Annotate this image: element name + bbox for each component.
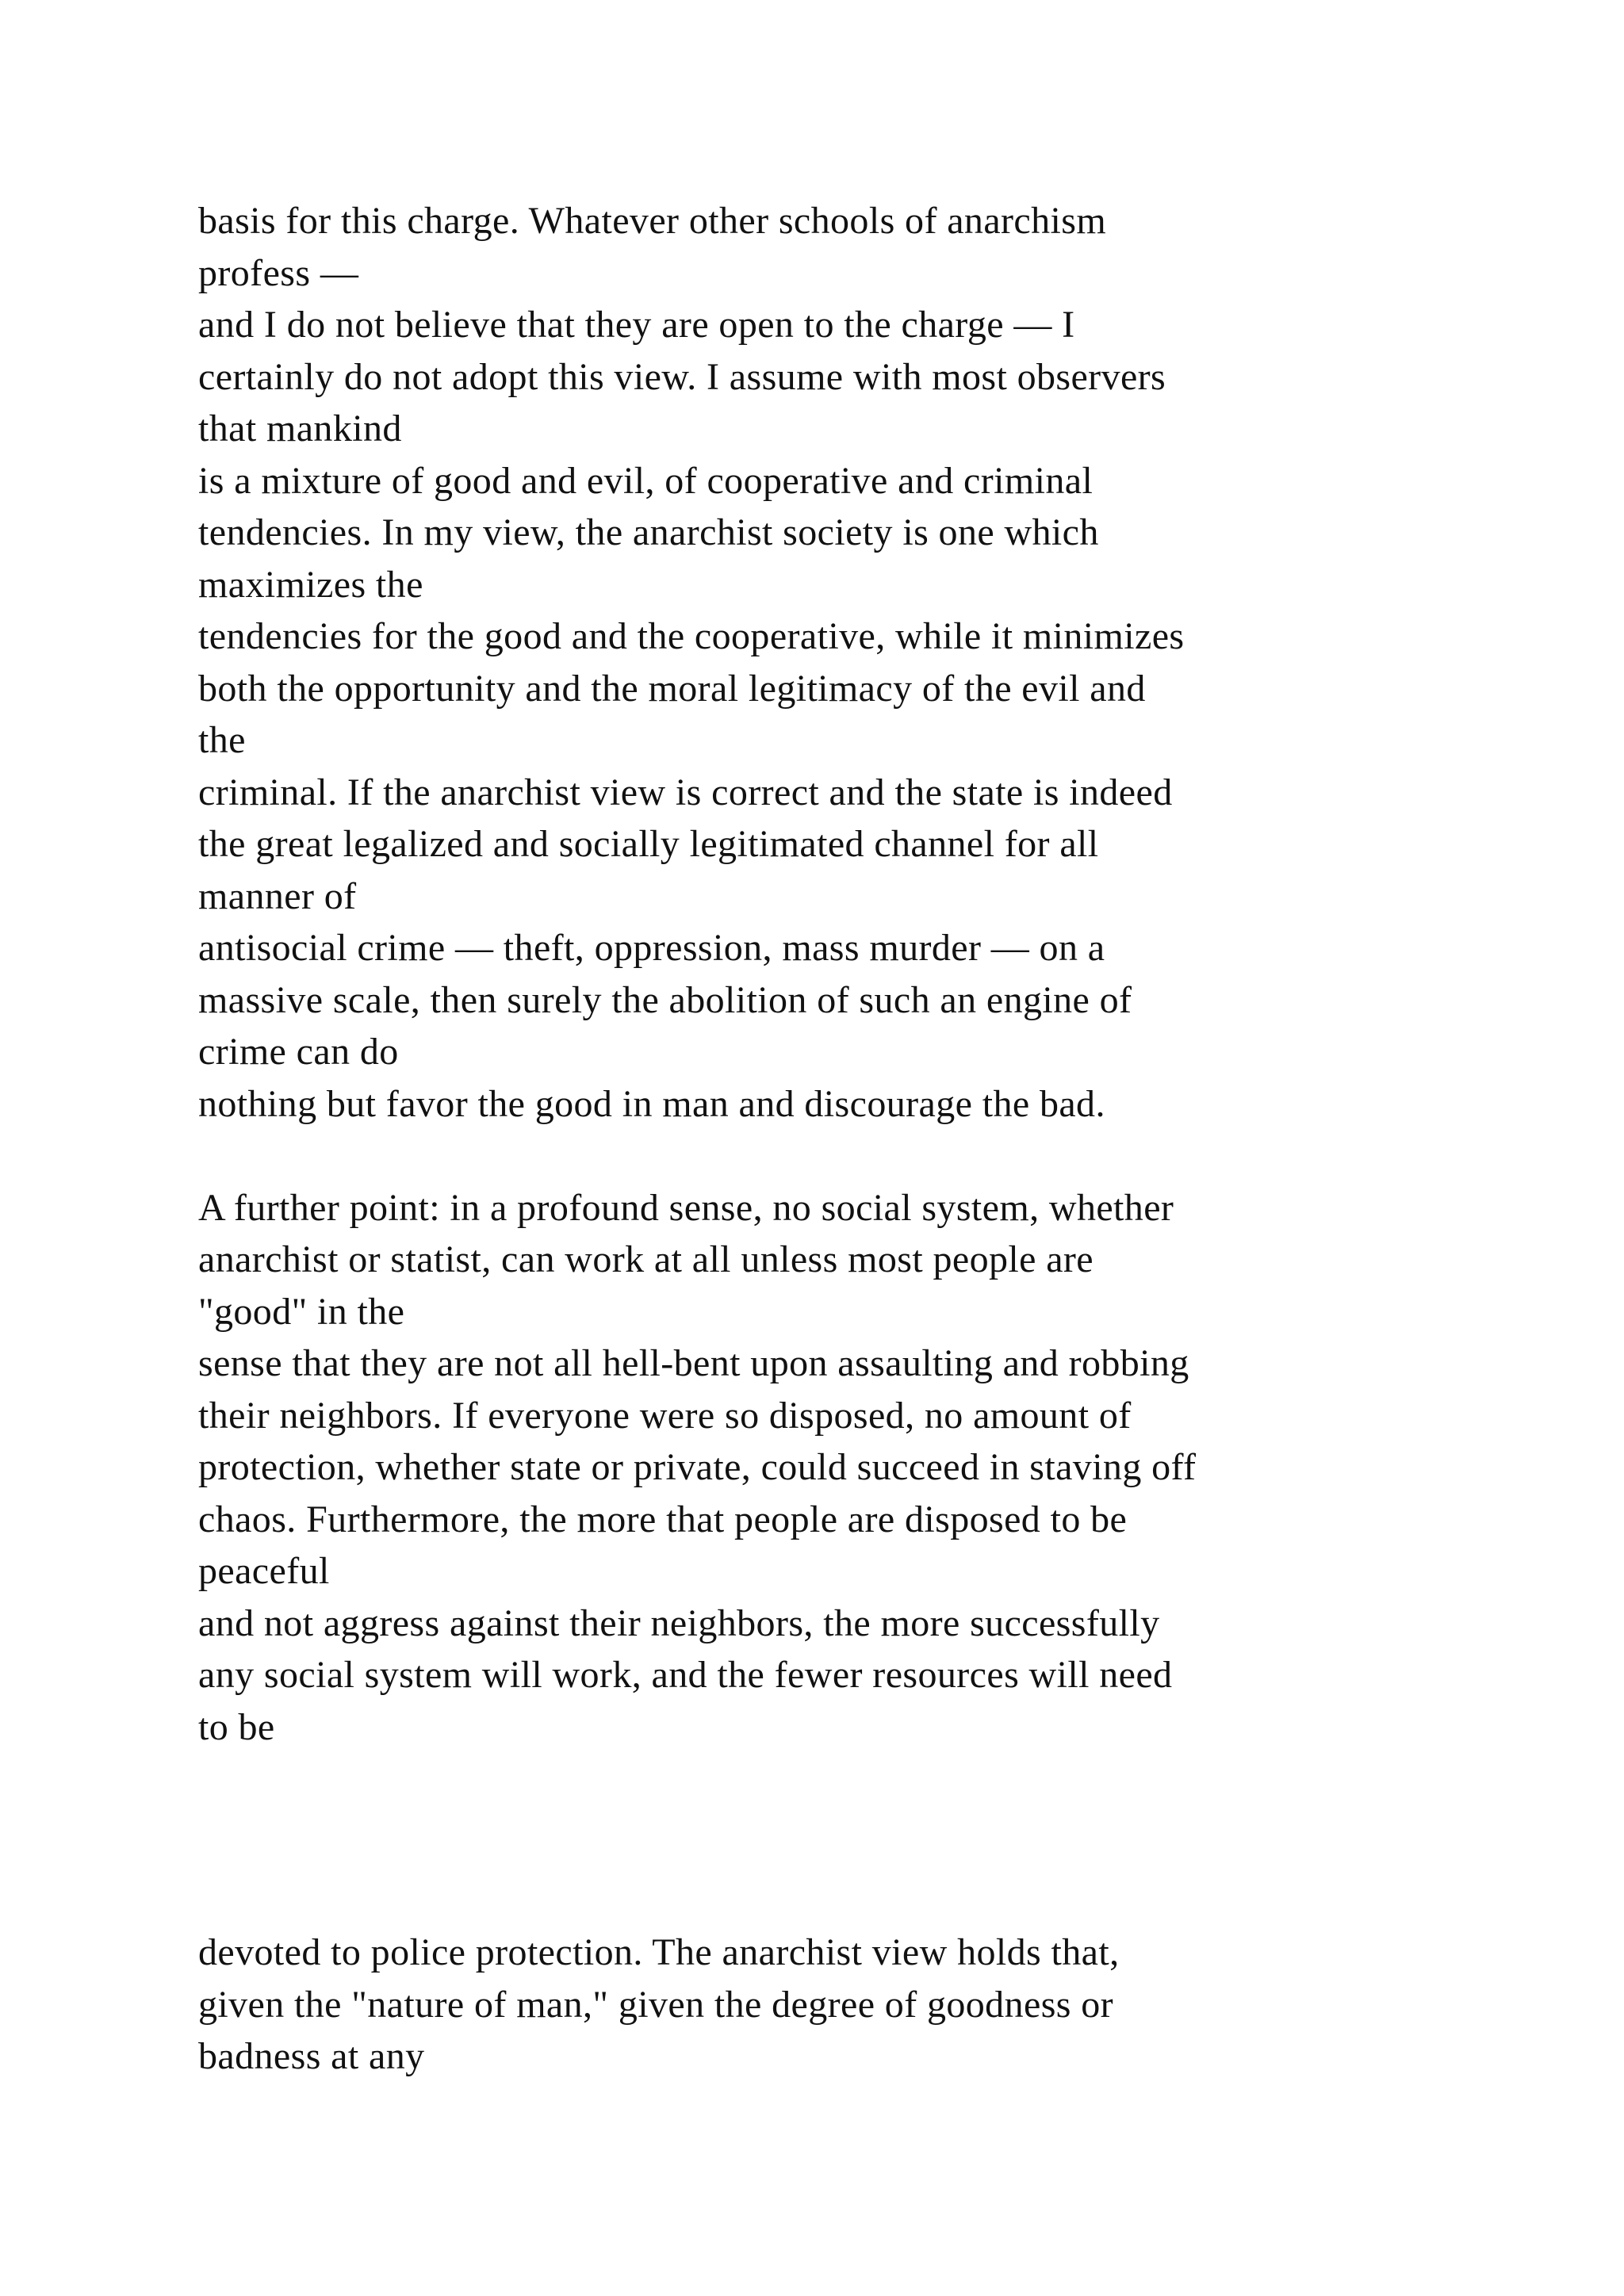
text-block-lower	[198, 1927, 1546, 2083]
text-line: that mankind	[198, 408, 402, 450]
text-line: nothing but favor the good in man and discourage the bad.	[198, 1082, 1105, 1125]
text-line: devoted to police protection. The anarchist view holds that,	[198, 1931, 1120, 1973]
text-line: tendencies. In my view, the anarchist society is one which	[198, 511, 1099, 553]
text-line: their neighbors. If everyone were so disposed, no amount of	[198, 1394, 1132, 1437]
text-line: "good" in the	[198, 1290, 405, 1333]
text-line: sense that they are not all hell-bent upon assaulting and robbing	[198, 1342, 1189, 1384]
text-line: manner of	[198, 874, 357, 917]
text-line: is a mixture of good and evil, of cooperative and criminal	[198, 459, 1094, 502]
text-line: massive scale, then surely the abolition of such an engine of	[198, 978, 1132, 1021]
paragraph-break	[198, 1130, 1546, 1182]
text-line: badness at any	[198, 2035, 425, 2077]
text-line: peaceful	[198, 1550, 330, 1592]
text-line: maximizes the	[198, 563, 423, 606]
text-line: profess —	[198, 251, 359, 294]
text-line: certainly do not adopt this view. I assume with most observers	[198, 355, 1166, 398]
text-line: crime can do	[198, 1031, 399, 1073]
text-line: to be	[198, 1705, 275, 1748]
text-line: and not aggress against their neighbors, the more successfully	[198, 1601, 1160, 1644]
text-line: both the opportunity and the moral legitimacy of the evil and	[198, 667, 1146, 710]
text-line: anarchist or statist, can work at all unless most people are	[198, 1238, 1094, 1280]
text-line: A further point: in a profound sense, no social system, whether	[198, 1186, 1174, 1229]
text-line: antisocial crime — theft, oppression, mass murder — on a	[198, 927, 1105, 969]
text-line: the	[198, 719, 246, 761]
text-line: tendencies for the good and the cooperative, while it minimizes	[198, 615, 1185, 657]
text-line: basis for this charge. Whatever other schools of anarchism	[198, 200, 1107, 242]
text-line: any social system will work, and the fewer resources will need	[198, 1654, 1173, 1696]
text-line: the great legalized and socially legitimated channel for all	[198, 823, 1099, 865]
text-line: and I do not believe that they are open to the charge — I	[198, 304, 1075, 346]
text-line: given the "nature of man," given the degree of goodness or	[198, 1983, 1114, 2026]
text-block-upper	[198, 195, 1546, 1753]
text-line: protection, whether state or private, could succeed in staving off	[198, 1446, 1197, 1488]
text-line: criminal. If the anarchist view is correct and the state is indeed	[198, 771, 1173, 813]
text-line: chaos. Furthermore, the more that people are disposed to be	[198, 1498, 1128, 1540]
